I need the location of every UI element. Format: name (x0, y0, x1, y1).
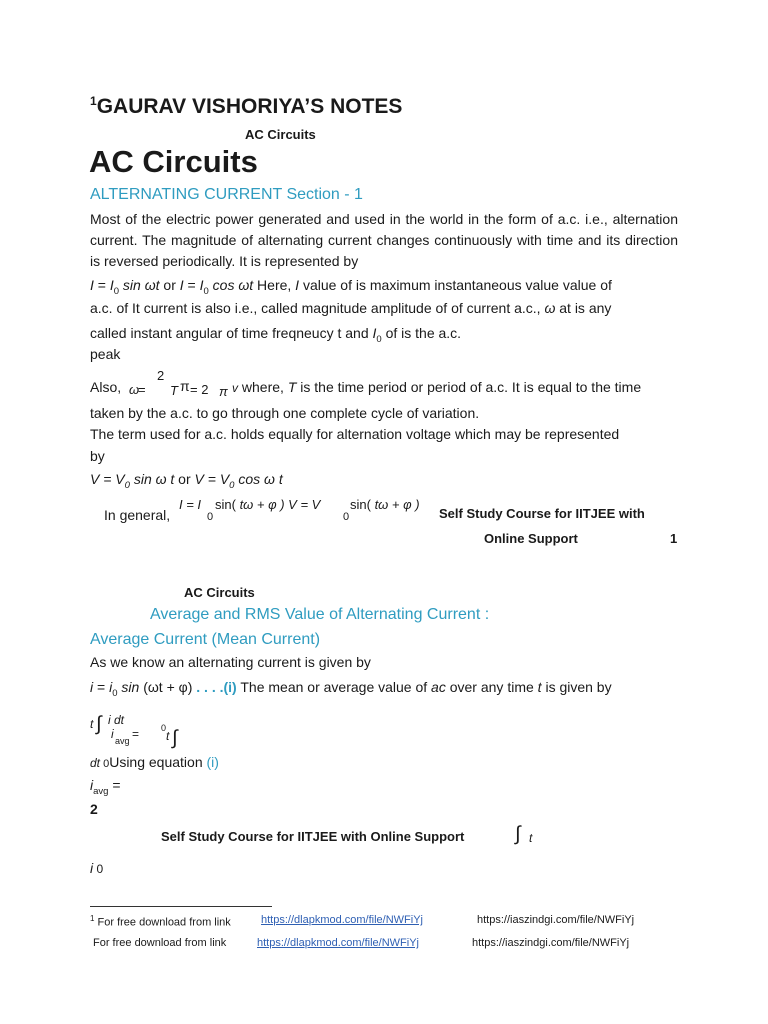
eq-part: (ωt + φ) (139, 679, 197, 695)
eq-sub: 0 (229, 479, 235, 491)
footnote-2: For free download from link (93, 937, 227, 949)
eq-sub: 0 (113, 285, 120, 297)
eq-sign: = (138, 382, 146, 397)
period-T: T (170, 383, 178, 398)
iavg-line (90, 776, 121, 798)
eq-part: t (537, 679, 542, 695)
page-header: AC Circuits (184, 585, 255, 600)
eq-part: sin( (215, 497, 240, 512)
also-rest (232, 378, 641, 398)
eq-part: I (295, 277, 300, 293)
fraction-top: 2 (157, 368, 165, 383)
eq-part: V = V (90, 471, 125, 487)
general-sub: 0 (343, 511, 350, 523)
eq-part: = (93, 277, 110, 293)
eq-part: V = V (284, 497, 321, 512)
text-part: T (287, 379, 297, 395)
integral-sign: ∫ (96, 713, 102, 735)
eq-ref: (i) (206, 754, 219, 770)
text-part: called instant angular of time freqneucy t and (90, 325, 373, 341)
iavg-sub: avg (93, 785, 109, 797)
eq-part: cos ω t (234, 471, 283, 487)
main-title: AC Circuits (89, 144, 258, 179)
iavg-part: = (108, 777, 121, 793)
eq-part: i (90, 679, 94, 695)
eq-part: value of is maximum instantaneous value value of (299, 277, 612, 293)
voltage-eq (90, 470, 283, 492)
text-part: is the time period or period of a.c. It is equal to the time (296, 379, 642, 395)
eq-part: or (159, 277, 180, 293)
general-eq (179, 497, 201, 512)
text-part: I (372, 325, 377, 341)
int-t2: t (166, 729, 170, 743)
text-line: The term used for a.c. holds equally for alternation voltage which may be represented (90, 426, 620, 442)
number-two: 2 (90, 801, 98, 817)
iavg-part: i (90, 777, 94, 793)
section-heading: ALTERNATING CURRENT Section - 1 (90, 186, 363, 203)
footer-t: t (529, 831, 533, 845)
omega-symbol: ω (129, 382, 140, 397)
eq-part: I (179, 277, 184, 293)
eq-line (90, 276, 612, 298)
eq-sub: 0 (112, 687, 118, 699)
footnote-url: https://iaszindgi.com/file/NWFiYj (477, 914, 635, 926)
subheading: Average Current (Mean Current) (90, 631, 321, 648)
freq-v: v (232, 381, 238, 395)
int-idt: i dt (108, 713, 125, 727)
page-number: 1 (670, 531, 678, 546)
int-zero: 0 (161, 723, 167, 733)
text-part: ω (544, 300, 556, 316)
eq-sub: 0 (203, 285, 209, 297)
eq-part: I (90, 277, 94, 293)
text-line (90, 299, 611, 319)
footnote-sup: 1 (90, 914, 95, 923)
eq-part: is given by (541, 679, 612, 695)
footnote-ref[interactable]: 1 (90, 94, 97, 108)
footnote-1 (90, 914, 231, 929)
text-line (90, 324, 461, 346)
i0-line (90, 860, 103, 876)
eq-part: I = I (179, 497, 202, 512)
eq-part: over any time (445, 679, 538, 695)
text-part: at is any (555, 300, 612, 316)
i0-part: i (90, 860, 94, 876)
eq-sign: = 2 (190, 382, 209, 397)
eq-part: The mean or average value of (236, 679, 432, 695)
author-title: GAURAV VISHORIYA’S NOTES (96, 95, 403, 118)
dt-part: dt (90, 756, 101, 770)
doc-header-title (90, 94, 402, 119)
eq-ref: . . . .(i) (196, 679, 237, 695)
page-footer: Self Study Course for IITJEE with (439, 506, 645, 521)
eq-part: or (174, 471, 195, 487)
section-heading: Average and RMS Value of Alternating Current : (150, 606, 490, 623)
i0-part: 0 (93, 862, 104, 876)
intro-paragraph: Most of the electric power generated and used in the world in the form of a.c. i.e., alternation current. The magnitude of alternating current changes continuously with time and its direction is reversed periodically. It is represented by (90, 211, 678, 269)
eq-part: = (93, 679, 110, 695)
dt-part: 0 (100, 758, 110, 770)
int-iavg: i (111, 727, 114, 741)
peak-label: peak (90, 346, 121, 362)
footnote-link[interactable]: https://dlapkmod.com/file/NWFiYj (257, 937, 419, 949)
text-part: a.c. of It current is also i.e., called magnitude amplitude of of current a.c., (90, 300, 545, 316)
footnote-text: For free download from link (94, 916, 231, 929)
footnote-link[interactable]: https://dlapkmod.com/file/NWFiYj (261, 914, 423, 926)
int-eq: = (132, 727, 140, 741)
eq-part: cos ωt (208, 277, 254, 293)
eq-part: i (109, 679, 113, 695)
text-part: where, (238, 379, 288, 395)
eq-sub: 0 (124, 479, 130, 491)
page-footer: Online Support (484, 531, 578, 546)
eq-part: sin( (350, 497, 375, 512)
eq-part: I (109, 277, 114, 293)
text-line: by (90, 448, 105, 464)
general-eq3 (350, 497, 420, 512)
eq-part: Here, (253, 277, 296, 293)
eq-part: sin (117, 679, 140, 695)
pi-symbol: π (180, 378, 190, 394)
current-eq (90, 678, 612, 700)
text-sub: 0 (376, 333, 382, 345)
eq-part: tω + φ ) (239, 497, 285, 512)
footnote-rule (90, 906, 272, 907)
eq-part: ac (431, 679, 446, 695)
general-label: In general, (104, 507, 171, 523)
integral-sign: ∫ (515, 823, 521, 845)
page-footer: Self Study Course for IITJEE with Online Support (161, 829, 465, 844)
also-label: Also, (90, 379, 122, 395)
pi-symbol: π (219, 384, 228, 399)
integral-sign: ∫ (172, 727, 178, 749)
eq-part: V = V (194, 471, 230, 487)
text-part: of is the a.c. (381, 325, 462, 341)
text-line: taken by the a.c. to go through one complete cycle of variation. (90, 405, 480, 421)
eq-part: sin ω t (129, 471, 175, 487)
general-sub: 0 (207, 511, 214, 523)
footnote-url: https://iaszindgi.com/file/NWFiYj (472, 937, 630, 949)
dt-part: Using equation (109, 754, 207, 770)
eq-part: tω + φ ) (374, 497, 420, 512)
eq-part: = (183, 277, 200, 293)
eq-part: sin ωt (119, 277, 160, 293)
general-eq2 (215, 497, 320, 512)
int-t: t (90, 717, 94, 731)
eq-part: I (199, 277, 204, 293)
doc-subtitle: AC Circuits (245, 127, 316, 142)
dt-line (90, 753, 219, 773)
int-avg-sub: avg (115, 736, 130, 746)
text-line: As we know an alternating current is given by (90, 654, 371, 670)
